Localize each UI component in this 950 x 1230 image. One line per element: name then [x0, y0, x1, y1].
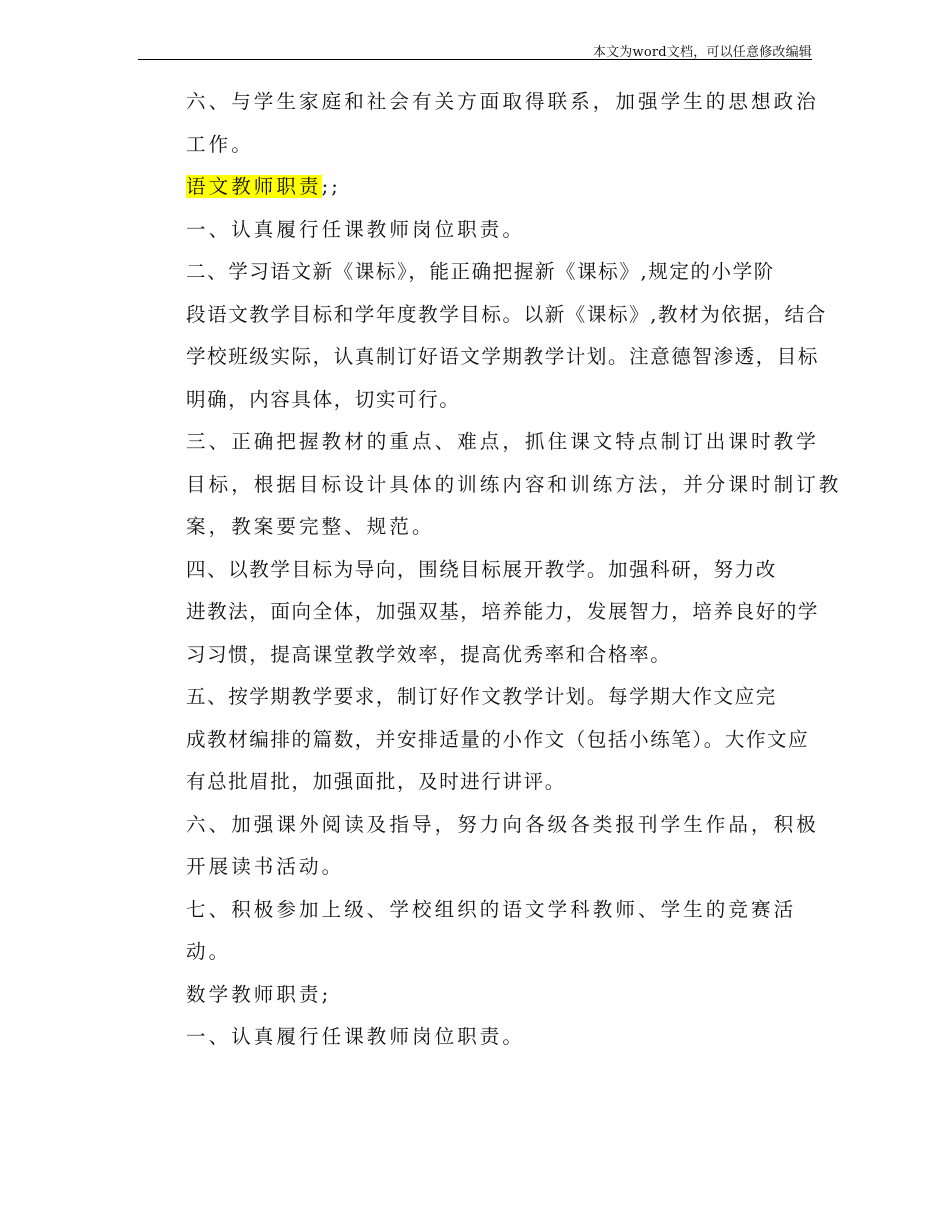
paragraph-duty-4	[141, 549, 820, 677]
paragraph-duty-1	[141, 209, 811, 252]
paragraph-duty-5	[141, 676, 811, 804]
document-body	[141, 81, 842, 1059]
text-line: 二、学习语文新《课标》，能正确把握新《课标》,规定的小学阶	[186, 260, 775, 283]
text-line: 明确，内容具体，切实可行。	[186, 387, 461, 411]
highlighted-heading: 语文教师职责	[186, 175, 322, 198]
section-heading-math-teacher	[141, 974, 811, 1017]
text-line: 成教材编排的篇数，并安排适量的小作文（包括小练笔）。大作文应	[186, 727, 810, 751]
text-line: 六、加强课外阅读及指导，努力向各级各类报刊学生作品，积极	[186, 812, 819, 836]
text-line: 三、正确把握教材的重点、难点，抓住课文特点制订出课时教学	[186, 430, 819, 453]
section-heading-chinese-teacher	[141, 166, 811, 209]
paragraph-duty-2	[141, 251, 827, 421]
text-line: 一、认真履行任课教师岗位职责。	[186, 1025, 526, 1048]
paragraph-math-duty-1	[141, 1016, 811, 1059]
text-line: 五、按学期教学要求，制订好作文教学计划。每学期大作文应完	[186, 685, 777, 708]
paragraph-duty-7	[141, 889, 811, 974]
header-rule	[138, 59, 812, 60]
text-line: 进教法，面向全体，加强双基，培养能力，发展智力，培养良好的学	[186, 600, 820, 623]
text-line: 习习惯，提高课堂教学效率，提高优秀率和合格率。	[186, 642, 672, 666]
text-line: 四、以教学目标为导向，围绕目标展开教学。加强科研，努力改	[186, 557, 777, 581]
heading-suffix: ;;	[321, 175, 341, 198]
text-line: 有总批眉批，加强面批，及时进行讲评。	[186, 770, 566, 793]
text-line: 工作。	[186, 132, 254, 156]
text-line: 动。	[186, 940, 232, 963]
text-line: 目标，根据目标设计具体的训练内容和训练方法，并分课时制订教	[186, 472, 842, 496]
text-line: 七、积极参加上级、学校组织的语文学科教师、学生的竞赛活	[186, 897, 797, 921]
page-header: 本文为word文档，可以任意修改编辑	[592, 45, 812, 60]
paragraph-family-contact	[141, 81, 819, 166]
text-line: 段语文教学目标和学年度教学目标。以新《课标》,教材为依据，结合	[186, 302, 827, 326]
paragraph-duty-3	[141, 421, 842, 549]
text-line: 六、与学生家庭和社会有关方面取得联系，加强学生的思想政治	[186, 90, 819, 113]
text-line: 案，教案要完整、规范。	[186, 515, 435, 538]
text-line: 数学教师职责;	[186, 982, 332, 1006]
text-line: 学校班级实际，认真制订好语文学期教学计划。注意德智渗透，目标	[186, 345, 820, 368]
text-line	[141, 166, 811, 209]
text-line: 开展读书活动。	[186, 855, 345, 878]
text-line: 一、认真履行任课教师岗位职责。	[186, 217, 526, 241]
paragraph-duty-6	[141, 804, 819, 889]
